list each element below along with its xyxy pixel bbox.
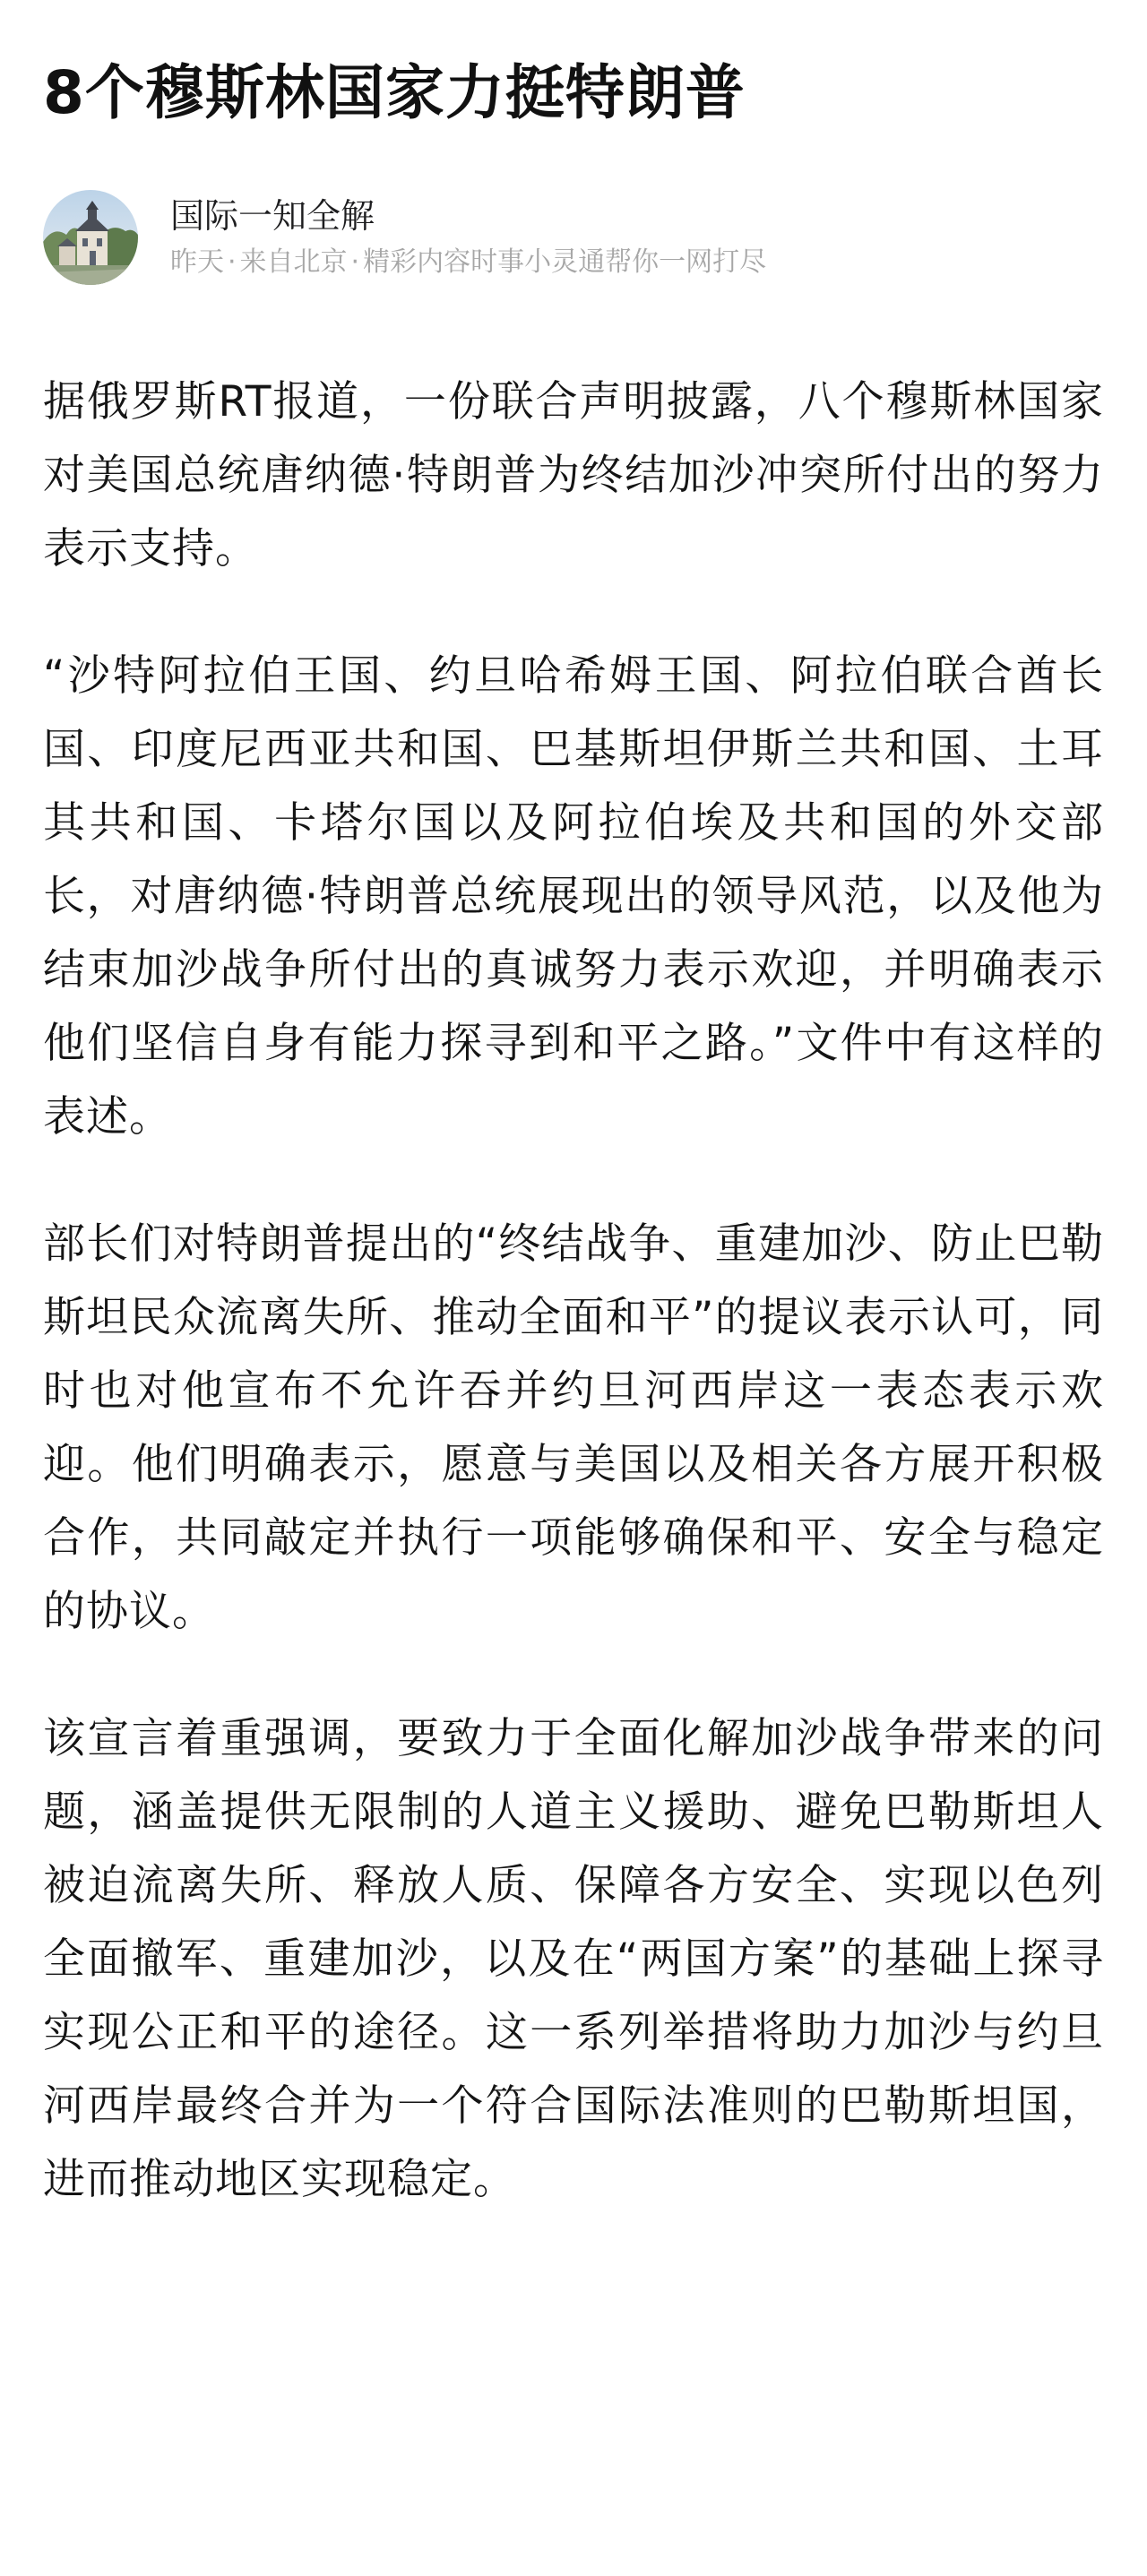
author-avatar[interactable] [43, 190, 138, 285]
author-bio: 精彩内容时事小灵通帮你一网打尽 [363, 246, 767, 278]
author-name[interactable]: 国际一知全解 [170, 196, 375, 236]
article-body [43, 366, 1104, 2217]
author-meta [170, 243, 766, 282]
article-paragraph: 该宣言着重强调，要致力于全面化解加沙战争带来的问题，涵盖提供无限制的人道主义援助、避免巴勒斯坦人被迫流离失所、释放人质、保障各方安全、实现以色列全面撤军、重建加沙，以及在“两国方案”的基础上探寻实现公正和平的途径。这一系列举措将助力加沙与约旦河西岸最终合并为一个符合国际法准则的巴勒斯坦国，进而推动地区实现稳定。 [43, 1714, 1104, 2204]
post-location: 来自北京 [239, 246, 348, 278]
author-bar [43, 188, 1104, 287]
meta-separator: · [228, 246, 237, 278]
meta-separator: · [350, 246, 360, 278]
article-paragraph: 据俄罗斯RT报道，一份联合声明披露，八个穆斯林国家对美国总统唐纳德·特朗普为终结加沙冲突所付出的努力表示支持。 [43, 377, 1104, 573]
avatar-image [43, 190, 138, 285]
article-paragraph: 部长们对特朗普提出的“终结战争、重建加沙、防止巴勒斯坦民众流离失所、推动全面和平”的提议表示认可，同时也对他宣布不允许吞并约旦河西岸这一表态表示欢迎。他们明确表示，愿意与美国以及相关各方展开积极合作，共同敲定并执行一项能够确保和平、安全与稳定的协议。 [43, 1219, 1104, 1636]
article-title: 8个穆斯林国家力挺特朗普 [43, 58, 746, 127]
author-info [170, 193, 766, 282]
post-time: 昨天 [170, 246, 224, 278]
article-paragraph: “沙特阿拉伯王国、约旦哈希姆王国、阿拉伯联合酋长国、印度尼西亚共和国、巴基斯坦伊斯兰共和国、土耳其共和国、卡塔尔国以及阿拉伯埃及共和国的外交部长，对唐纳德·特朗普总统展现出的领导风范，以及他为结束加沙战争所付出的真诚努力表示欢迎，并明确表示他们坚信自身有能力探寻到和平之路。”文件中有这样的表述。 [43, 651, 1104, 1142]
